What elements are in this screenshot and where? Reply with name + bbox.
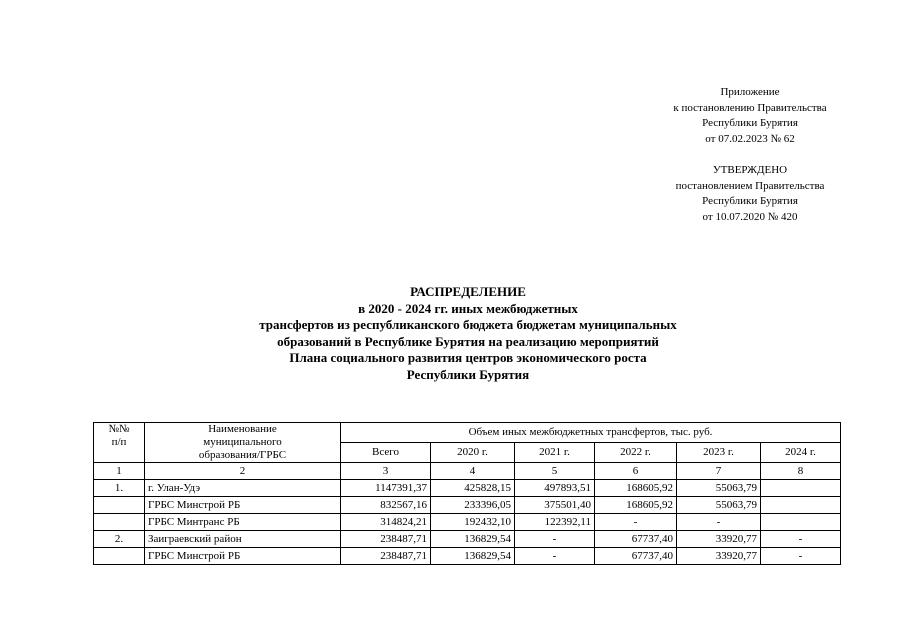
table-row: [94, 480, 841, 497]
title-line: трансфертов из республиканского бюджета бюджетам муниципальных: [259, 317, 677, 332]
cell-total: 832567,16: [341, 497, 431, 514]
cell-2022: 67737,40: [595, 531, 677, 548]
row-number: [94, 548, 145, 565]
subheader-year: 2022 г.: [595, 443, 677, 463]
column-number: 6: [595, 463, 677, 480]
cell-2023: 33920,77: [677, 548, 761, 565]
subheader-year: 2021 г.: [515, 443, 595, 463]
approved-line: УТВЕРЖДЕНО: [712, 164, 788, 176]
approved-line: Республики Бурятия: [702, 195, 798, 207]
cell-2020: 136829,54: [431, 531, 515, 548]
column-number: 4: [431, 463, 515, 480]
cell-2022: 168605,92: [595, 497, 677, 514]
cell-2024: [761, 480, 841, 497]
approval-line: к постановлению Правительства: [673, 101, 827, 114]
cell-2020: 192432,10: [431, 514, 515, 531]
row-number: 2.: [94, 531, 145, 548]
column-number: 8: [761, 463, 841, 480]
column-number: 3: [341, 463, 431, 480]
cell-2021: 122392,11: [515, 514, 595, 531]
cell-total: 1147391,37: [341, 480, 431, 497]
cell-2024: [761, 514, 841, 531]
document-title: [0, 284, 905, 383]
table-row: [94, 514, 841, 531]
table-row: [94, 548, 841, 565]
column-number: 5: [515, 463, 595, 480]
title-line: образований в Республике Бурятия на реализацию мероприятий: [277, 333, 659, 349]
cell-2024: [761, 497, 841, 514]
title-line: РАСПРЕДЕЛЕНИЕ: [410, 284, 526, 299]
cell-2021: -: [515, 548, 595, 565]
header-name: Наименование муниципального образования/ГРБС: [145, 423, 341, 463]
cell-2021: 497893,51: [515, 480, 595, 497]
row-number: [94, 497, 145, 514]
row-number: [94, 514, 145, 531]
subheader-year: 2024 г.: [761, 443, 841, 463]
column-number: 7: [677, 463, 761, 480]
cell-2024: -: [761, 531, 841, 548]
cell-2021: 375501,40: [515, 497, 595, 514]
row-name: ГРБС Минстрой РБ: [145, 497, 341, 514]
column-number: 2: [145, 463, 341, 480]
cell-2021: -: [515, 531, 595, 548]
column-numbers-row: [94, 463, 841, 480]
cell-total: 238487,71: [341, 531, 431, 548]
cell-2023: 55063,79: [677, 480, 761, 497]
row-name: ГРБС Минтранс РБ: [145, 514, 341, 531]
header-number: №№ п/п: [94, 423, 145, 463]
row-number: 1.: [94, 480, 145, 497]
cell-total: 238487,71: [341, 548, 431, 565]
approved-line: от 10.07.2020 № 420: [702, 210, 798, 223]
cell-2023: 33920,77: [677, 531, 761, 548]
title-line: Республики Бурятия: [406, 366, 530, 382]
row-name: ГРБС Минстрой РБ: [145, 548, 341, 565]
column-number: 1: [94, 463, 145, 480]
cell-2022: 168605,92: [595, 480, 677, 497]
row-name: Заиграевский район: [145, 531, 341, 548]
approval-line: от 07.02.2023 № 62: [705, 132, 795, 145]
row-name: г. Улан-Удэ: [145, 480, 341, 497]
subheader-year: 2023 г.: [677, 443, 761, 463]
header-volume: Объем иных межбюджетных трансфертов, тыс. руб.: [341, 423, 841, 443]
table-row: [94, 497, 841, 514]
cell-2024: -: [761, 548, 841, 565]
cell-2020: 136829,54: [431, 548, 515, 565]
title-line: в 2020 - 2024 гг. иных межбюджетных: [358, 300, 578, 316]
distribution-table: [93, 422, 841, 565]
approval-line: Приложение: [720, 86, 780, 98]
cell-2022: 67737,40: [595, 548, 677, 565]
cell-total: 314824,21: [341, 514, 431, 531]
cell-2023: -: [677, 514, 761, 531]
table-row: [94, 531, 841, 548]
cell-2020: 233396,05: [431, 497, 515, 514]
cell-2022: -: [595, 514, 677, 531]
subheader-year: 2020 г.: [431, 443, 515, 463]
title-line: Плана социального развития центров экономического роста: [289, 350, 647, 365]
subheader-total: Всего: [341, 443, 431, 463]
cell-2020: 425828,15: [431, 480, 515, 497]
approval-line: Республики Бурятия: [702, 117, 798, 129]
approval-block: [630, 85, 870, 225]
cell-2023: 55063,79: [677, 497, 761, 514]
approved-line: постановлением Правительства: [675, 179, 825, 192]
